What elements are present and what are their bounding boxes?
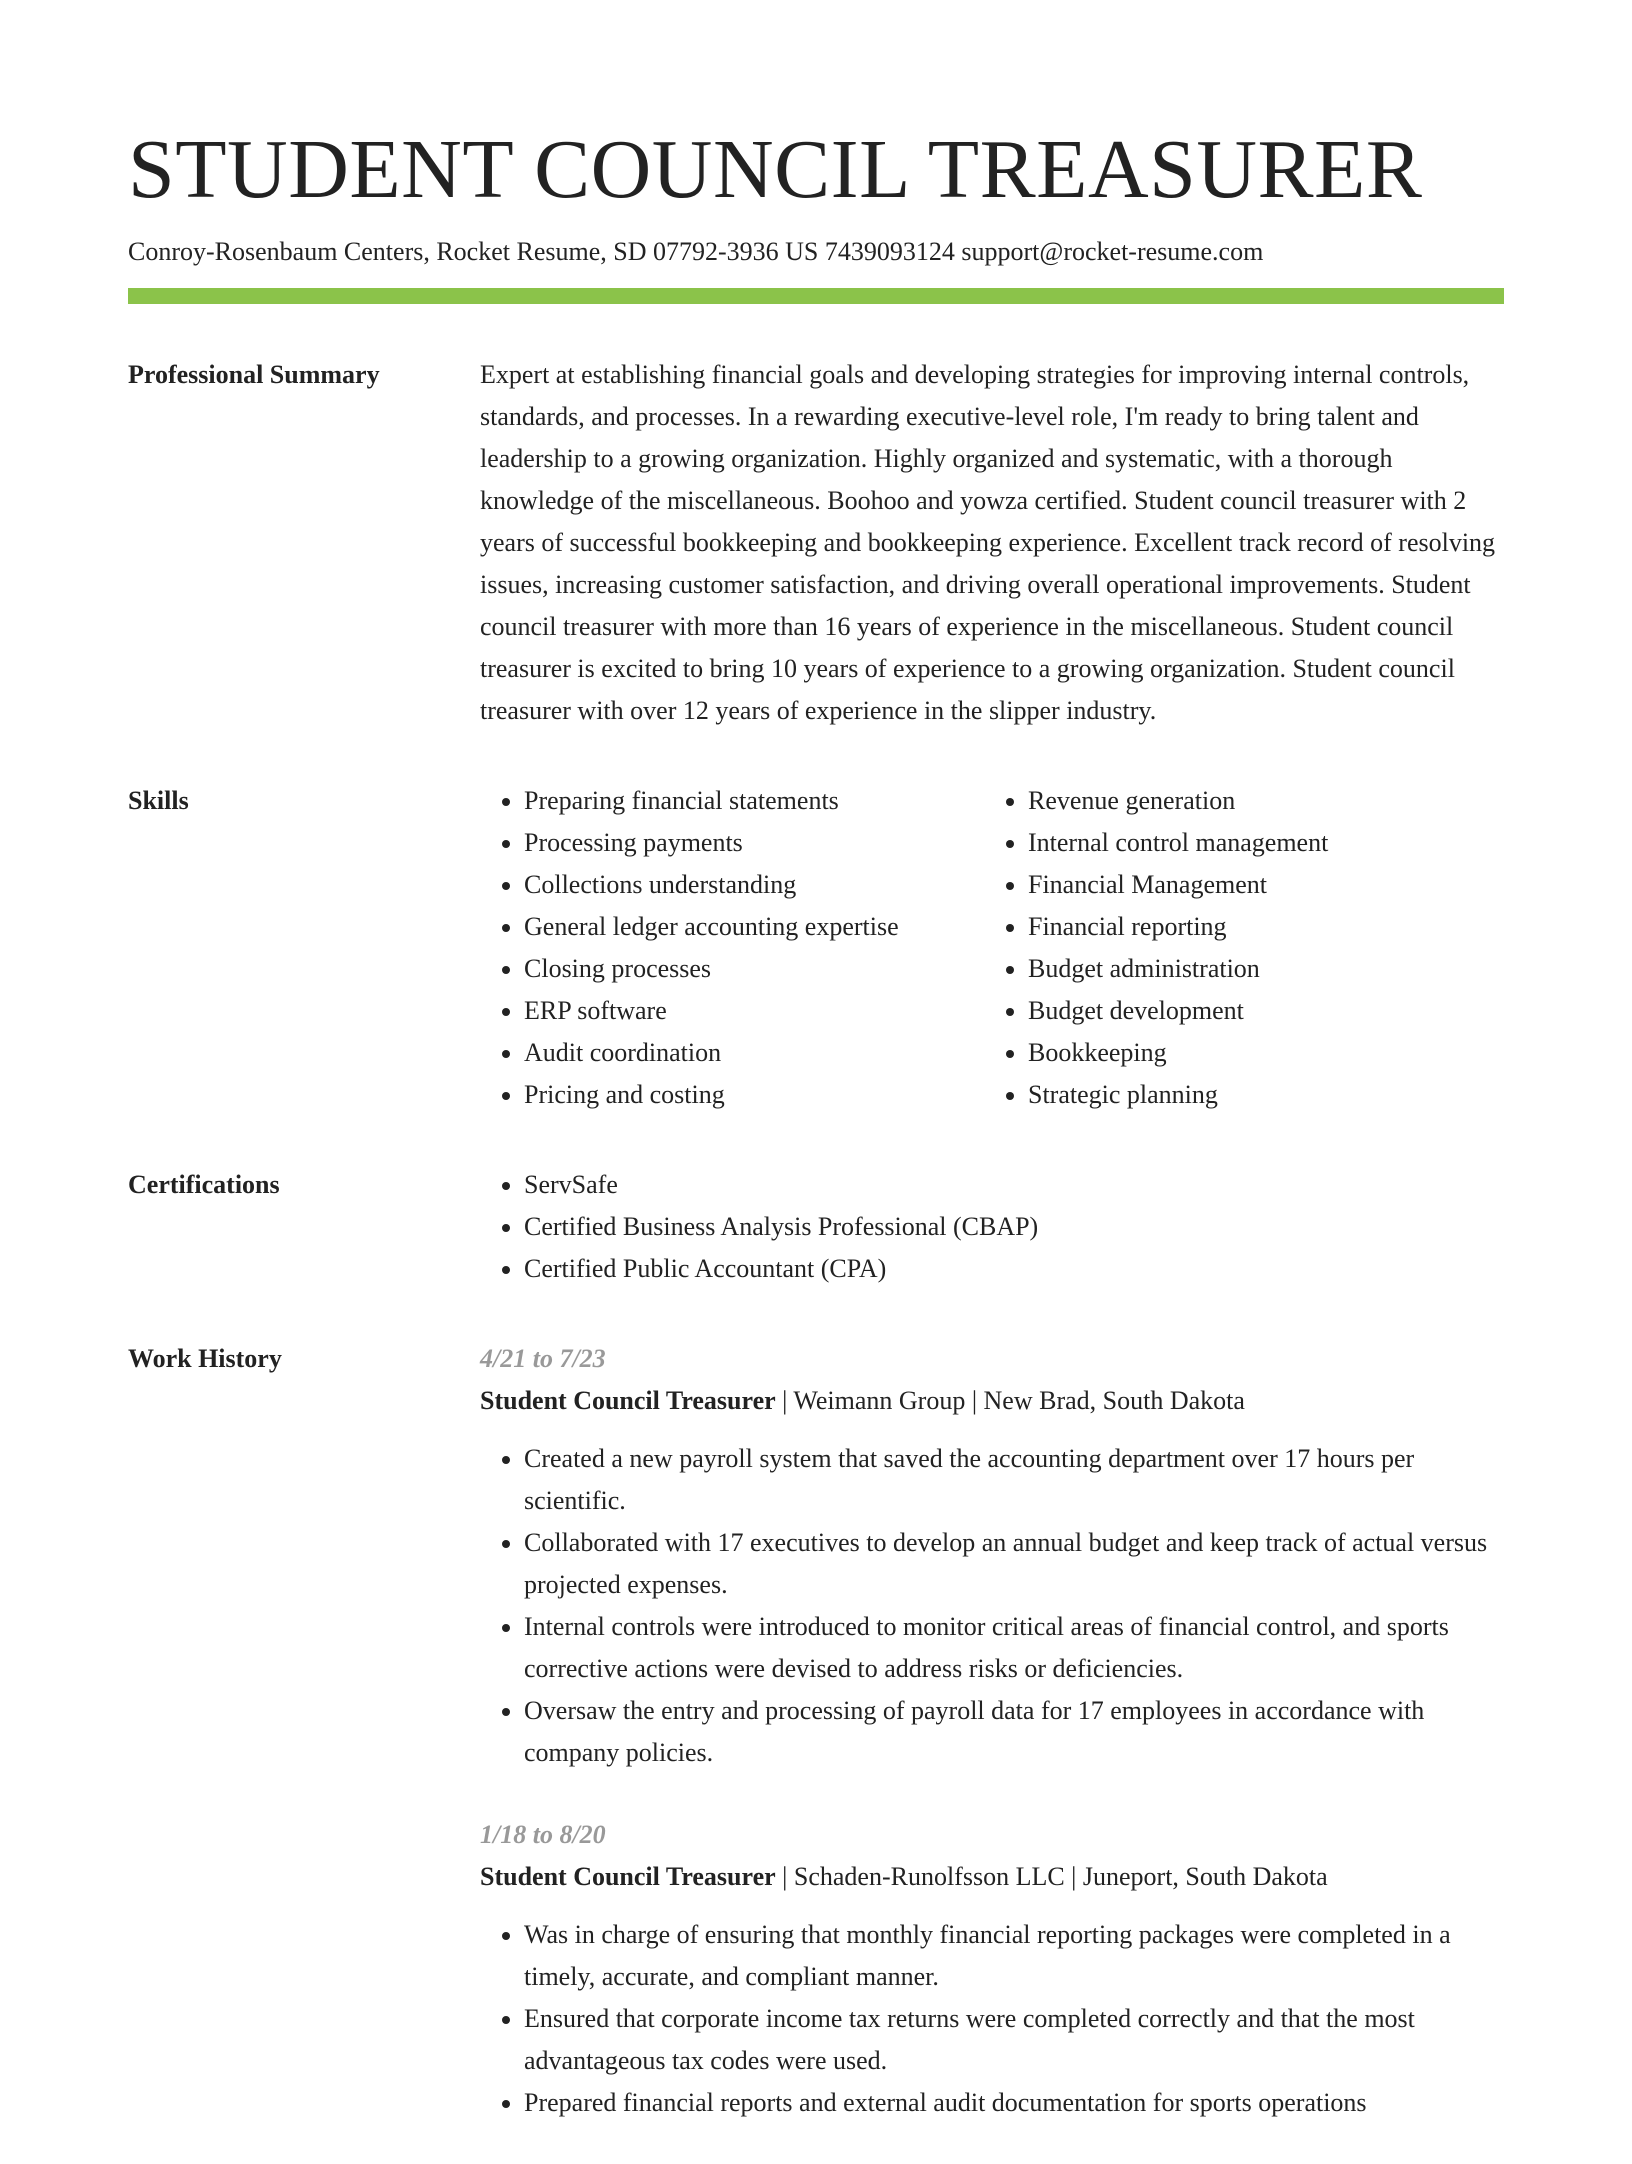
job-details: | Schaden-Runolfsson LLC | Juneport, South Dakota (775, 1862, 1328, 1891)
certification-item: • Certified Business Analysis Professional (CBAP) (524, 1206, 1504, 1248)
job-title: Student Council Treasurer (480, 1386, 776, 1415)
skill-item: • Financial Management (1028, 864, 1548, 906)
summary-text: Expert at establishing financial goals and developing strategies for improving internal controls, standards, and processes. In a rewarding executive-level role, I'm ready to bring talent and leadership to a growing organization. Highly organized and systematic, with a thorough knowledge of the miscellaneous. Boohoo and yowza certified. Student council treasurer with 2 years of successful bookkeeping and bookkeeping experience. Excellent track record of resolving issues, increasing customer satisfaction, and driving overall operational improvements. Student council treasurer with more than 16 years of experience in the miscellaneous. Student council treasurer is excited to bring 10 years of experience to a growing organization. Student council treasurer with over 12 years of experience in the slipper industry. (480, 360, 1496, 725)
skill-item: • General ledger accounting expertise (524, 906, 984, 948)
certifications-list (480, 1164, 1504, 1290)
job-heading (480, 1856, 1504, 1898)
job-bullets (480, 1438, 1504, 1774)
skills-section (128, 780, 1504, 1116)
skill-item: • Strategic planning (1028, 1074, 1548, 1116)
job-bullet: • Created a new payroll system that saved the accounting department over 17 hours per scientific. (524, 1438, 1504, 1522)
skill-item: • Budget administration (1028, 948, 1548, 990)
skill-item: • ERP software (524, 990, 984, 1032)
skill-item: • Budget development (1028, 990, 1548, 1032)
skill-item: • Bookkeeping (1028, 1032, 1548, 1074)
skill-item: • Pricing and costing (524, 1074, 984, 1116)
job-bullet: • Prepared financial reports and external audit documentation for sports operations (524, 2082, 1504, 2124)
skill-item: • Closing processes (524, 948, 984, 990)
accent-divider (128, 288, 1504, 304)
section-label: Work History (128, 1344, 282, 1373)
job-bullet: • Oversaw the entry and processing of payroll data for 17 employees in accordance with company policies. (524, 1690, 1504, 1774)
job-dates: 4/21 to 7/23 (480, 1344, 606, 1373)
job-entry (480, 1338, 1504, 1774)
certifications-section (128, 1164, 1504, 1290)
section-label: Certifications (128, 1170, 280, 1199)
contact-line: Conroy-Rosenbaum Centers, Rocket Resume, SD 07792-3936 US 7439093124 support@rocket-resume.com (128, 237, 1264, 266)
section-label: Skills (128, 786, 189, 815)
skill-item: • Collections understanding (524, 864, 984, 906)
skill-item: • Preparing financial statements (524, 780, 984, 822)
job-details: | Weimann Group | New Brad, South Dakota (775, 1386, 1245, 1415)
section-label: Professional Summary (128, 360, 380, 389)
job-bullets (480, 1914, 1504, 2124)
job-bullet: • Internal controls were introduced to monitor critical areas of financial control, and sports corrective actions were devised to address risks or deficiencies. (524, 1606, 1504, 1690)
job-entry (480, 1814, 1504, 2124)
job-bullet: • Ensured that corporate income tax returns were completed correctly and that the most advantageous tax codes were used. (524, 1998, 1504, 2082)
skill-item: • Internal control management (1028, 822, 1548, 864)
skills-list-right (984, 780, 1548, 1116)
skill-item: • Financial reporting (1028, 906, 1548, 948)
resume-name: STUDENT COUNCIL TREASURER (128, 123, 1423, 216)
job-dates: 1/18 to 8/20 (480, 1820, 606, 1849)
job-heading (480, 1380, 1504, 1422)
skills-list-left (480, 780, 984, 1116)
skill-item: • Revenue generation (1028, 780, 1548, 822)
skills-grid (480, 780, 1504, 1116)
certification-item: • ServSafe (524, 1164, 1504, 1206)
work-history-section (128, 1338, 1504, 2164)
resume-page (128, 118, 1504, 2164)
job-title: Student Council Treasurer (480, 1862, 776, 1891)
skill-item: • Processing payments (524, 822, 984, 864)
skill-item: • Audit coordination (524, 1032, 984, 1074)
certification-item: • Certified Public Accountant (CPA) (524, 1248, 1504, 1290)
job-bullet: • Was in charge of ensuring that monthly financial reporting packages were completed in a timely, accurate, and compliant manner. (524, 1914, 1504, 1998)
summary-section (128, 354, 1504, 732)
job-bullet: • Collaborated with 17 executives to develop an annual budget and keep track of actual versus projected expenses. (524, 1522, 1504, 1606)
